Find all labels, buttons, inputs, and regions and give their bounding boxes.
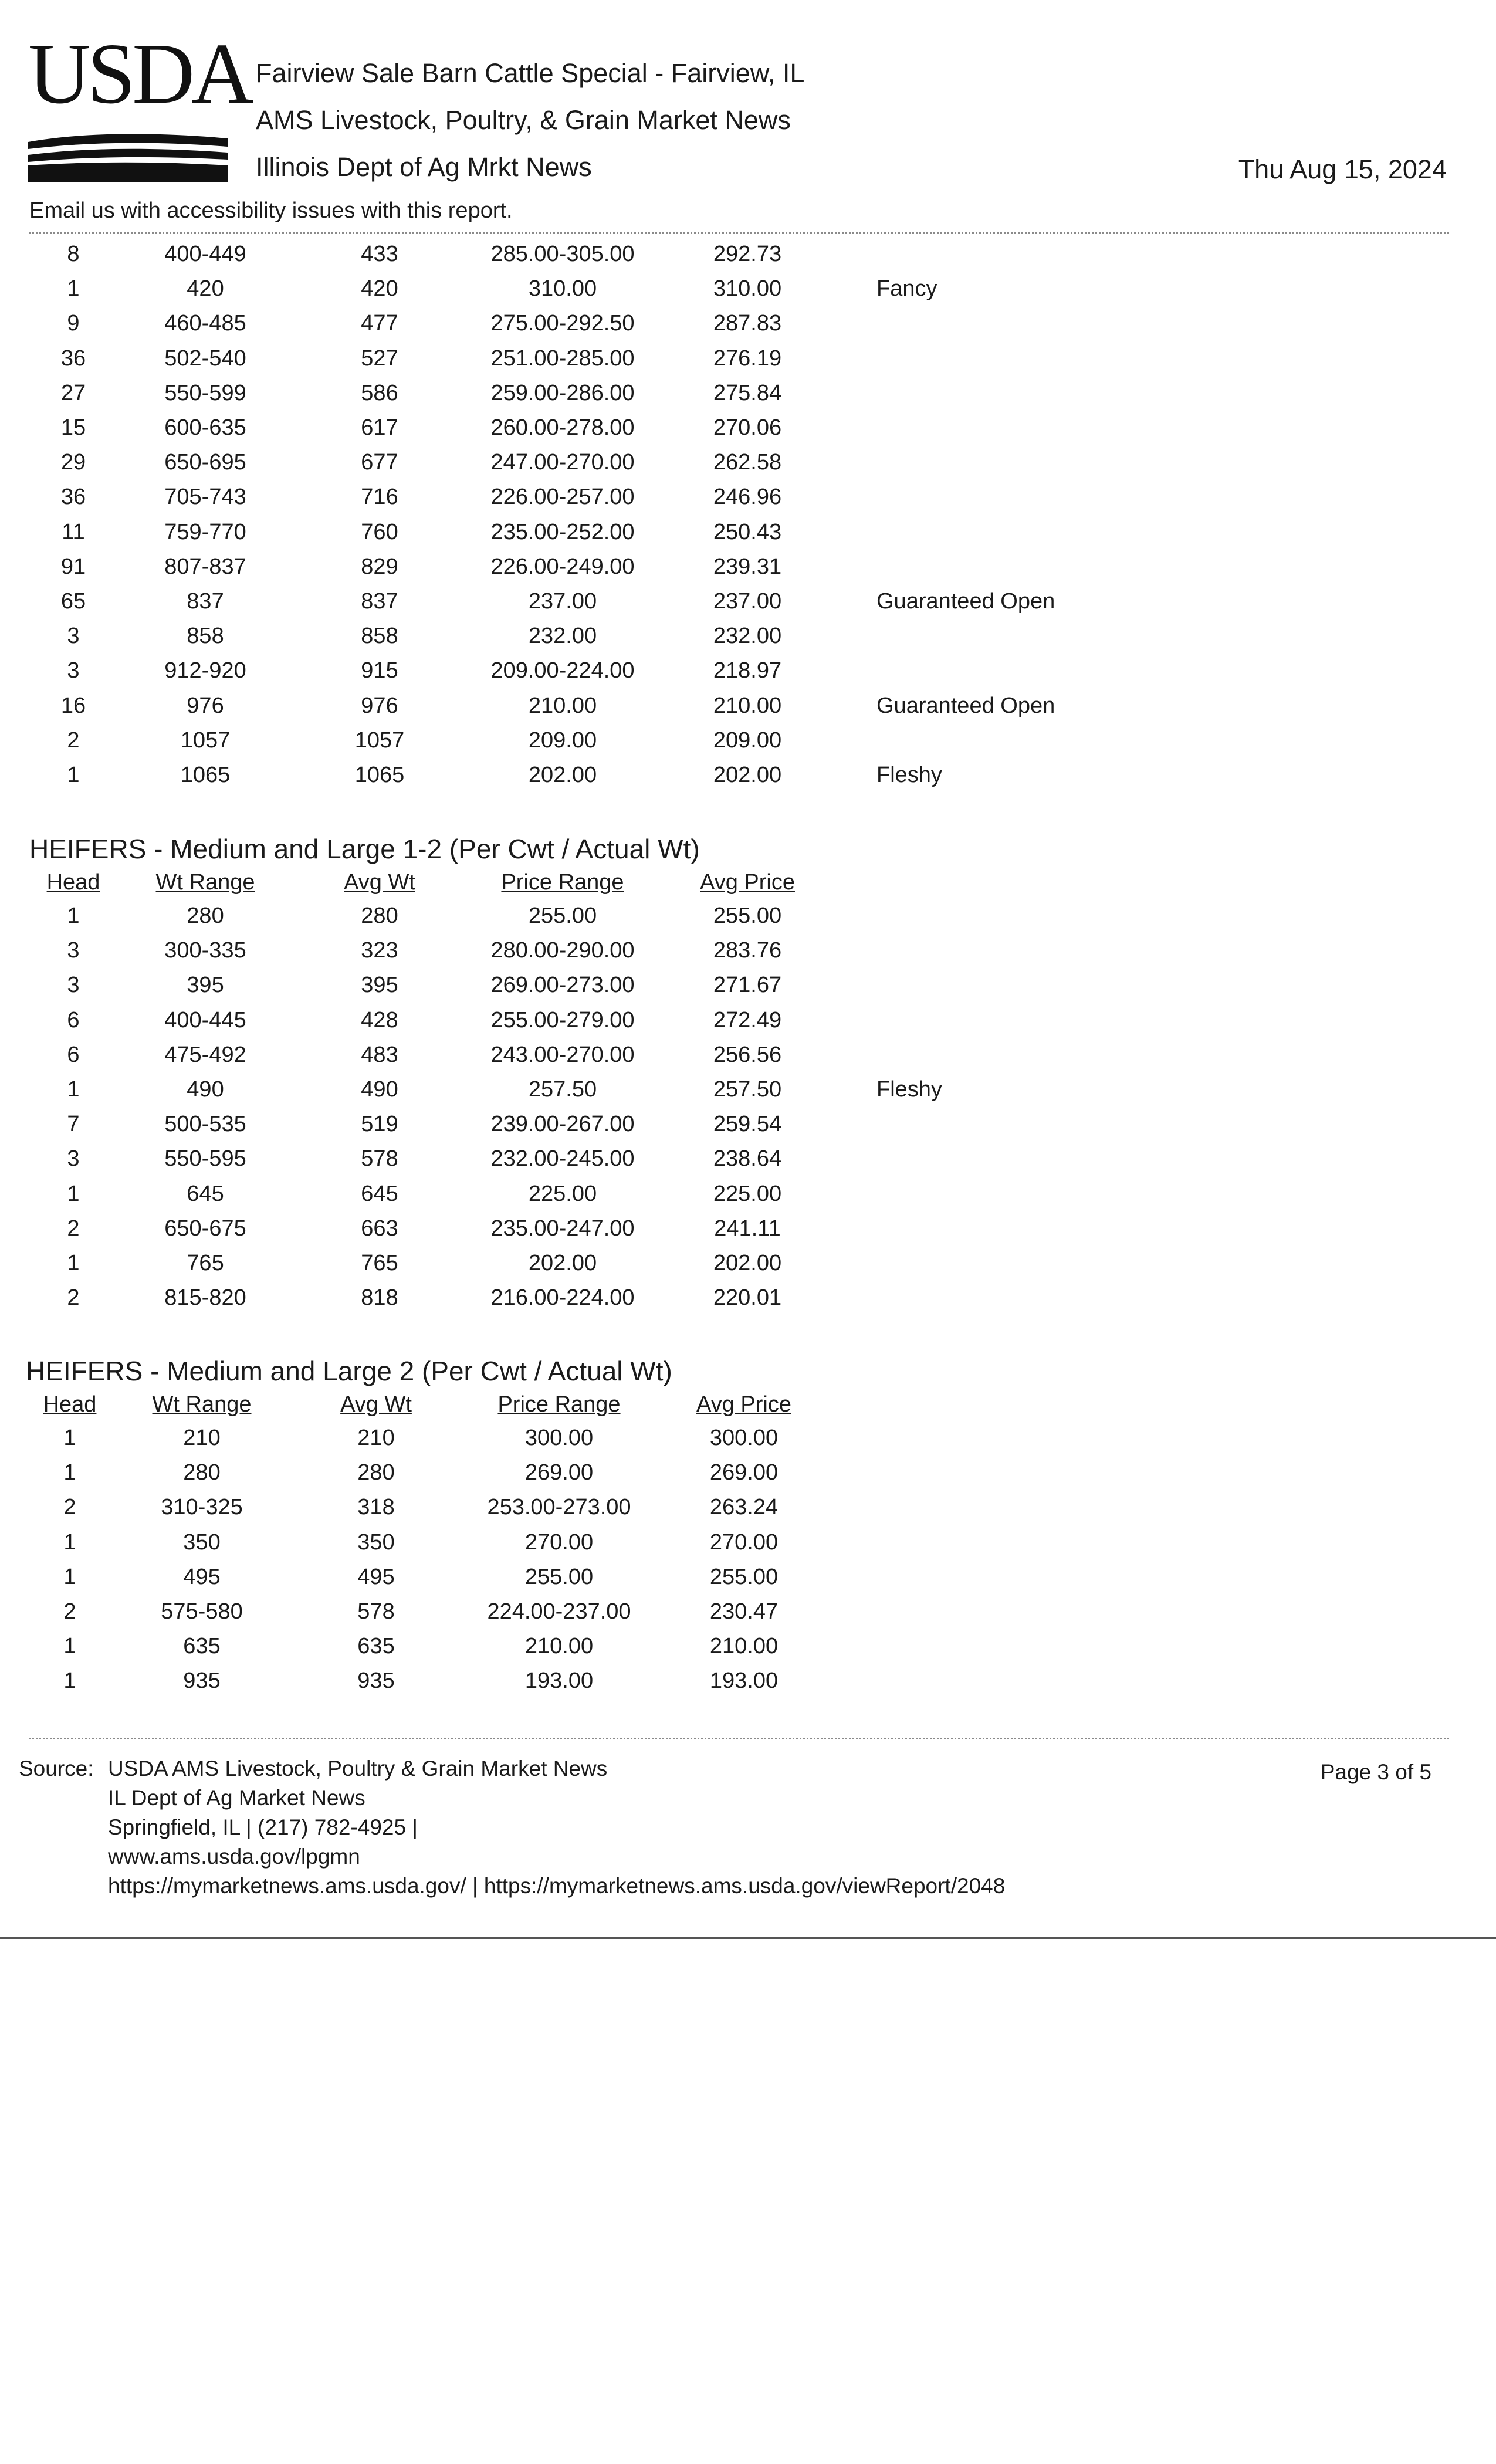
price-range-cell: 225.00 — [528, 1181, 597, 1206]
col-head: Head — [43, 1392, 97, 1417]
continued-table — [29, 237, 1228, 793]
table-row — [29, 1003, 1228, 1038]
avg-wt-cell: 420 — [361, 276, 398, 302]
wt-range-cell: 645 — [187, 1181, 224, 1206]
price-range-cell: 280.00-290.00 — [490, 938, 635, 963]
table-row — [26, 1456, 1225, 1490]
head-cell: 2 — [63, 1495, 76, 1520]
table-row — [26, 1595, 1225, 1629]
price-range-cell: 269.00 — [524, 1460, 594, 1485]
note-cell — [832, 1560, 1225, 1595]
wt-range-cell: 837 — [187, 588, 224, 614]
col-wt-range: Wt Range — [152, 1392, 252, 1417]
price-range-cell: 247.00-270.00 — [490, 450, 635, 475]
price-range-cell: 226.00-249.00 — [490, 554, 635, 579]
note-cell — [832, 1421, 1225, 1456]
note-cell — [835, 1177, 1228, 1211]
avg-wt-cell: 677 — [361, 450, 398, 475]
accessibility-link[interactable]: Email us with accessibility issues with this report. — [29, 198, 513, 223]
price-range-cell: 257.50 — [528, 1077, 597, 1102]
usda-field-icon — [28, 129, 228, 182]
wt-range-cell: 502-540 — [164, 346, 246, 371]
wt-range-cell: 635 — [183, 1634, 221, 1659]
avg-price-cell: 292.73 — [713, 242, 782, 267]
table-row — [29, 584, 1228, 619]
avg-wt-cell: 477 — [361, 311, 398, 336]
table-row — [29, 341, 1228, 376]
head-cell: 91 — [60, 554, 86, 579]
avg-wt-cell: 428 — [361, 1007, 398, 1033]
avg-wt-cell: 765 — [361, 1250, 398, 1275]
avg-wt-cell: 578 — [361, 1146, 398, 1172]
note-cell — [835, 933, 1228, 968]
note-cell — [835, 1246, 1228, 1281]
avg-price-cell: 202.00 — [713, 1250, 782, 1275]
price-range-cell: 235.00-252.00 — [490, 519, 635, 544]
head-cell: 1 — [63, 1634, 76, 1659]
price-range-cell: 235.00-247.00 — [490, 1216, 635, 1241]
head-cell: 15 — [60, 415, 86, 441]
avg-wt-cell: 490 — [361, 1077, 398, 1102]
avg-wt-cell: 395 — [361, 973, 398, 998]
price-range-cell: 210.00 — [528, 693, 597, 718]
source-block — [108, 1754, 1005, 1901]
wt-range-cell: 815-820 — [164, 1285, 246, 1311]
avg-price-cell: 230.47 — [709, 1599, 779, 1624]
avg-wt-cell: 1065 — [354, 762, 405, 787]
table-row — [29, 1211, 1228, 1246]
avg-wt-cell: 578 — [357, 1599, 395, 1624]
head-cell: 1 — [63, 1460, 76, 1485]
note-cell: Fleshy — [876, 1077, 942, 1102]
head-cell: 65 — [60, 588, 86, 614]
price-range-cell: 260.00-278.00 — [490, 415, 635, 441]
avg-price-cell: 193.00 — [709, 1668, 779, 1694]
wt-range-cell: 575-580 — [161, 1599, 243, 1624]
price-range-cell: 310.00 — [528, 276, 597, 302]
head-cell: 1 — [67, 903, 80, 929]
wt-range-cell: 600-635 — [164, 415, 246, 441]
head-cell: 27 — [60, 380, 86, 405]
note-cell — [835, 445, 1228, 480]
table-row — [29, 237, 1228, 272]
head-cell: 1 — [63, 1564, 76, 1589]
avg-wt-cell: 663 — [361, 1216, 398, 1241]
price-range-cell: 251.00-285.00 — [490, 346, 635, 371]
avg-price-cell: 269.00 — [709, 1460, 779, 1485]
note-cell — [835, 237, 1228, 272]
head-cell: 11 — [62, 519, 85, 544]
avg-wt-cell: 829 — [361, 554, 398, 579]
wt-range-cell: 210 — [183, 1426, 221, 1451]
report-date: Thu Aug 15, 2024 — [1238, 154, 1447, 184]
avg-wt-cell: 350 — [357, 1529, 395, 1555]
note-cell — [835, 550, 1228, 584]
price-range-cell: 209.00-224.00 — [490, 658, 635, 683]
price-range-cell: 285.00-305.00 — [490, 242, 635, 267]
price-range-cell: 216.00-224.00 — [490, 1285, 635, 1311]
note-cell — [835, 1142, 1228, 1176]
avg-price-cell: 232.00 — [713, 624, 782, 649]
note-cell — [835, 1003, 1228, 1038]
price-range-cell: 275.00-292.50 — [490, 311, 635, 336]
table-row — [29, 619, 1228, 654]
price-range-cell: 226.00-257.00 — [490, 485, 635, 510]
head-cell: 1 — [67, 1181, 80, 1206]
table-row — [29, 480, 1228, 515]
avg-wt-cell: 210 — [357, 1426, 395, 1451]
note-cell — [832, 1525, 1225, 1560]
table-row — [29, 899, 1228, 933]
section-title-heifers-1-2: HEIFERS - Medium and Large 1-2 (Per Cwt / Actual Wt) — [29, 834, 700, 864]
avg-price-cell: 218.97 — [713, 658, 782, 683]
wt-range-cell: 460-485 — [164, 311, 246, 336]
table-row — [29, 688, 1228, 723]
avg-price-cell: 241.11 — [714, 1216, 781, 1241]
price-range-cell: 255.00 — [524, 1564, 594, 1589]
wt-range-cell: 1065 — [180, 762, 231, 787]
note-cell — [835, 1038, 1228, 1072]
avg-price-cell: 209.00 — [713, 727, 782, 753]
note-cell — [835, 968, 1228, 1003]
note-cell: Guaranteed Open — [876, 693, 1055, 718]
table-row — [29, 758, 1228, 793]
wt-range-cell: 490 — [187, 1077, 224, 1102]
avg-wt-cell: 617 — [361, 415, 398, 441]
price-range-cell: 202.00 — [528, 1250, 597, 1275]
source-link-mymarketnews[interactable]: https://mymarketnews.ams.usda.gov/ | https://mymarketnews.ams.usda.gov/viewReport/2048 — [108, 1874, 1006, 1898]
table-row — [29, 376, 1228, 411]
note-cell — [835, 899, 1228, 933]
table-row — [29, 306, 1228, 341]
wt-range-cell: 300-335 — [164, 938, 246, 963]
wt-range-cell: 400-445 — [164, 1007, 246, 1033]
note-cell — [835, 341, 1228, 376]
avg-wt-cell: 858 — [361, 624, 398, 649]
price-range-cell: 270.00 — [524, 1529, 594, 1555]
wt-range-cell: 765 — [187, 1250, 224, 1275]
avg-price-cell: 271.67 — [713, 973, 782, 998]
price-range-cell: 253.00-273.00 — [487, 1495, 631, 1520]
head-cell: 3 — [67, 973, 80, 998]
table-row — [29, 550, 1228, 584]
wt-range-cell: 400-449 — [164, 242, 246, 267]
table-row — [29, 723, 1228, 758]
col-head: Head — [46, 869, 100, 895]
price-range-cell: 232.00 — [528, 624, 597, 649]
avg-wt-cell: 527 — [361, 346, 398, 371]
col-price-range: Price Range — [497, 1392, 621, 1417]
note-cell — [835, 411, 1228, 445]
table-header-row — [29, 866, 1228, 899]
table-row — [26, 1421, 1225, 1456]
wt-range-cell: 705-743 — [164, 485, 246, 510]
table-row — [29, 1072, 1228, 1107]
price-range-cell: 255.00-279.00 — [490, 1007, 635, 1033]
table-row — [29, 515, 1228, 550]
avg-price-cell: 246.96 — [713, 485, 782, 510]
col-avg-wt: Avg Wt — [340, 1392, 412, 1417]
wt-range-cell: 280 — [183, 1460, 221, 1485]
usda-logo — [28, 26, 251, 182]
note-cell — [835, 1281, 1228, 1315]
note-cell — [835, 723, 1228, 758]
table-row — [29, 445, 1228, 480]
table-row — [26, 1490, 1225, 1525]
table-row — [26, 1664, 1225, 1698]
wt-range-cell: 395 — [187, 973, 224, 998]
agency-name: AMS Livestock, Poultry, & Grain Market News — [256, 105, 791, 135]
col-wt-range: Wt Range — [155, 869, 255, 895]
report-title: Fairview Sale Barn Cattle Special - Fairview, IL — [256, 58, 805, 88]
head-cell: 8 — [67, 242, 80, 267]
avg-price-cell: 250.43 — [713, 519, 782, 544]
avg-price-cell: 262.58 — [713, 450, 782, 475]
avg-wt-cell: 760 — [361, 519, 398, 544]
table-row — [29, 1038, 1228, 1072]
price-range-cell: 224.00-237.00 — [487, 1599, 631, 1624]
avg-price-cell: 287.83 — [713, 311, 782, 336]
table-row — [29, 1281, 1228, 1315]
head-cell: 1 — [67, 1250, 80, 1275]
head-cell: 6 — [67, 1042, 80, 1067]
price-range-cell: 210.00 — [524, 1634, 594, 1659]
note-cell — [835, 376, 1228, 411]
col-avg-price: Avg Price — [696, 1392, 791, 1417]
head-cell: 7 — [67, 1112, 80, 1137]
source-label: Source: — [19, 1756, 94, 1781]
avg-price-cell: 259.54 — [713, 1112, 782, 1137]
note-cell — [832, 1490, 1225, 1525]
avg-wt-cell: 586 — [361, 380, 398, 405]
avg-price-cell: 255.00 — [713, 903, 782, 929]
head-cell: 2 — [67, 727, 80, 753]
head-cell: 29 — [60, 450, 86, 475]
col-avg-wt: Avg Wt — [344, 869, 415, 895]
price-range-cell: 259.00-286.00 — [490, 380, 635, 405]
note-cell — [832, 1629, 1225, 1664]
note-cell — [832, 1456, 1225, 1490]
head-cell: 2 — [63, 1599, 76, 1624]
note-cell — [835, 515, 1228, 550]
avg-price-cell: 300.00 — [709, 1426, 779, 1451]
head-cell: 36 — [60, 346, 86, 371]
page-bottom-rule — [0, 1937, 1496, 1939]
note-cell: Fancy — [876, 276, 937, 302]
head-cell: 16 — [60, 693, 86, 718]
footer-divider — [29, 1738, 1449, 1739]
price-range-cell: 243.00-270.00 — [490, 1042, 635, 1067]
head-cell: 3 — [67, 1146, 80, 1172]
section-title-heifers-2: HEIFERS - Medium and Large 2 (Per Cwt / Actual Wt) — [26, 1356, 672, 1386]
wt-range-cell: 550-595 — [164, 1146, 246, 1172]
avg-wt-cell: 645 — [361, 1181, 398, 1206]
note-cell: Guaranteed Open — [876, 588, 1055, 614]
avg-price-cell: 220.01 — [713, 1285, 782, 1311]
head-cell: 2 — [67, 1285, 80, 1311]
col-price-range: Price Range — [501, 869, 624, 895]
table-row — [26, 1560, 1225, 1595]
head-cell: 3 — [67, 938, 80, 963]
header-divider — [29, 232, 1449, 234]
wt-range-cell: 912-920 — [164, 658, 246, 683]
avg-price-cell: 270.06 — [713, 415, 782, 441]
head-cell: 1 — [67, 276, 80, 302]
wt-range-cell: 650-695 — [164, 450, 246, 475]
price-range-cell: 239.00-267.00 — [490, 1112, 635, 1137]
wt-range-cell: 759-770 — [164, 519, 246, 544]
table-row — [29, 1107, 1228, 1142]
price-range-cell: 255.00 — [528, 903, 597, 929]
source-line-3: Springfield, IL | (217) 782-4925 | — [108, 1815, 418, 1839]
avg-price-cell: 256.56 — [713, 1042, 782, 1067]
avg-price-cell: 263.24 — [709, 1495, 779, 1520]
note-cell — [832, 1595, 1225, 1629]
wt-range-cell: 500-535 — [164, 1112, 246, 1137]
note-cell — [835, 480, 1228, 515]
avg-wt-cell: 716 — [361, 485, 398, 510]
price-range-cell: 269.00-273.00 — [490, 973, 635, 998]
table-row — [29, 654, 1228, 688]
avg-price-cell: 225.00 — [713, 1181, 782, 1206]
table-row — [29, 272, 1228, 306]
wt-range-cell: 1057 — [180, 727, 231, 753]
avg-price-cell: 210.00 — [709, 1634, 779, 1659]
avg-price-cell: 202.00 — [713, 762, 782, 787]
head-cell: 2 — [67, 1216, 80, 1241]
table-row — [29, 411, 1228, 445]
note-cell: Fleshy — [876, 762, 942, 787]
table-row — [26, 1525, 1225, 1560]
avg-wt-cell: 976 — [361, 693, 398, 718]
avg-price-cell: 237.00 — [713, 588, 782, 614]
head-cell: 1 — [63, 1529, 76, 1555]
avg-price-cell: 239.31 — [713, 554, 782, 579]
usda-logo-text: USDA — [28, 26, 251, 122]
table-header-row — [26, 1388, 1225, 1421]
heifers-2-table — [26, 1388, 1225, 1699]
source-line-2: IL Dept of Ag Market News — [108, 1786, 365, 1810]
note-cell — [835, 619, 1228, 654]
avg-price-cell: 310.00 — [713, 276, 782, 302]
avg-price-cell: 255.00 — [709, 1564, 779, 1589]
head-cell: 1 — [67, 1077, 80, 1102]
col-avg-price: Avg Price — [700, 869, 795, 895]
wt-range-cell: 475-492 — [164, 1042, 246, 1067]
wt-range-cell: 495 — [183, 1564, 221, 1589]
price-range-cell: 193.00 — [524, 1668, 594, 1694]
wt-range-cell: 976 — [187, 693, 224, 718]
wt-range-cell: 350 — [183, 1529, 221, 1555]
avg-wt-cell: 495 — [357, 1564, 395, 1589]
avg-wt-cell: 519 — [361, 1112, 398, 1137]
note-cell — [835, 1107, 1228, 1142]
head-cell: 3 — [67, 658, 80, 683]
head-cell: 6 — [67, 1007, 80, 1033]
avg-price-cell: 238.64 — [713, 1146, 782, 1172]
avg-wt-cell: 915 — [361, 658, 398, 683]
head-cell: 9 — [67, 311, 80, 336]
head-cell: 3 — [67, 624, 80, 649]
head-cell: 1 — [63, 1668, 76, 1694]
avg-price-cell: 210.00 — [713, 693, 782, 718]
table-row — [29, 933, 1228, 968]
avg-price-cell: 276.19 — [713, 346, 782, 371]
wt-range-cell: 310-325 — [161, 1495, 243, 1520]
price-range-cell: 209.00 — [528, 727, 597, 753]
source-link-lpgmn[interactable]: www.ams.usda.gov/lpgmn — [108, 1844, 360, 1869]
price-range-cell: 300.00 — [524, 1426, 594, 1451]
table-row — [26, 1629, 1225, 1664]
avg-wt-cell: 837 — [361, 588, 398, 614]
table-row — [29, 1177, 1228, 1211]
note-cell — [832, 1664, 1225, 1698]
avg-price-cell: 270.00 — [709, 1529, 779, 1555]
wt-range-cell: 807-837 — [164, 554, 246, 579]
note-cell — [835, 306, 1228, 341]
head-cell: 1 — [63, 1426, 76, 1451]
source-line-1: USDA AMS Livestock, Poultry & Grain Market News — [108, 1756, 608, 1781]
avg-wt-cell: 935 — [357, 1668, 395, 1694]
wt-range-cell: 650-675 — [164, 1216, 246, 1241]
heifers-1-2-table — [29, 866, 1228, 1315]
wt-range-cell: 935 — [183, 1668, 221, 1694]
avg-price-cell: 257.50 — [713, 1077, 782, 1102]
avg-price-cell: 275.84 — [713, 380, 782, 405]
wt-range-cell: 420 — [187, 276, 224, 302]
avg-wt-cell: 323 — [361, 938, 398, 963]
avg-wt-cell: 818 — [361, 1285, 398, 1311]
price-range-cell: 237.00 — [528, 588, 597, 614]
avg-wt-cell: 433 — [361, 242, 398, 267]
note-cell — [835, 1211, 1228, 1246]
table-row — [29, 1142, 1228, 1176]
avg-wt-cell: 635 — [357, 1634, 395, 1659]
avg-wt-cell: 318 — [357, 1495, 395, 1520]
office-name: Illinois Dept of Ag Mrkt News — [256, 152, 592, 182]
avg-wt-cell: 280 — [357, 1460, 395, 1485]
head-cell: 36 — [60, 485, 86, 510]
head-cell: 1 — [67, 762, 80, 787]
table-row — [29, 1246, 1228, 1281]
wt-range-cell: 858 — [187, 624, 224, 649]
avg-price-cell: 272.49 — [713, 1007, 782, 1033]
wt-range-cell: 280 — [187, 903, 224, 929]
avg-wt-cell: 280 — [361, 903, 398, 929]
price-range-cell: 202.00 — [528, 762, 597, 787]
avg-wt-cell: 1057 — [354, 727, 405, 753]
page-number: Page 3 of 5 — [1320, 1760, 1431, 1784]
price-range-cell: 232.00-245.00 — [490, 1146, 635, 1172]
wt-range-cell: 550-599 — [164, 380, 246, 405]
note-cell — [835, 654, 1228, 688]
table-row — [29, 968, 1228, 1003]
avg-price-cell: 283.76 — [713, 938, 782, 963]
avg-wt-cell: 483 — [361, 1042, 398, 1067]
